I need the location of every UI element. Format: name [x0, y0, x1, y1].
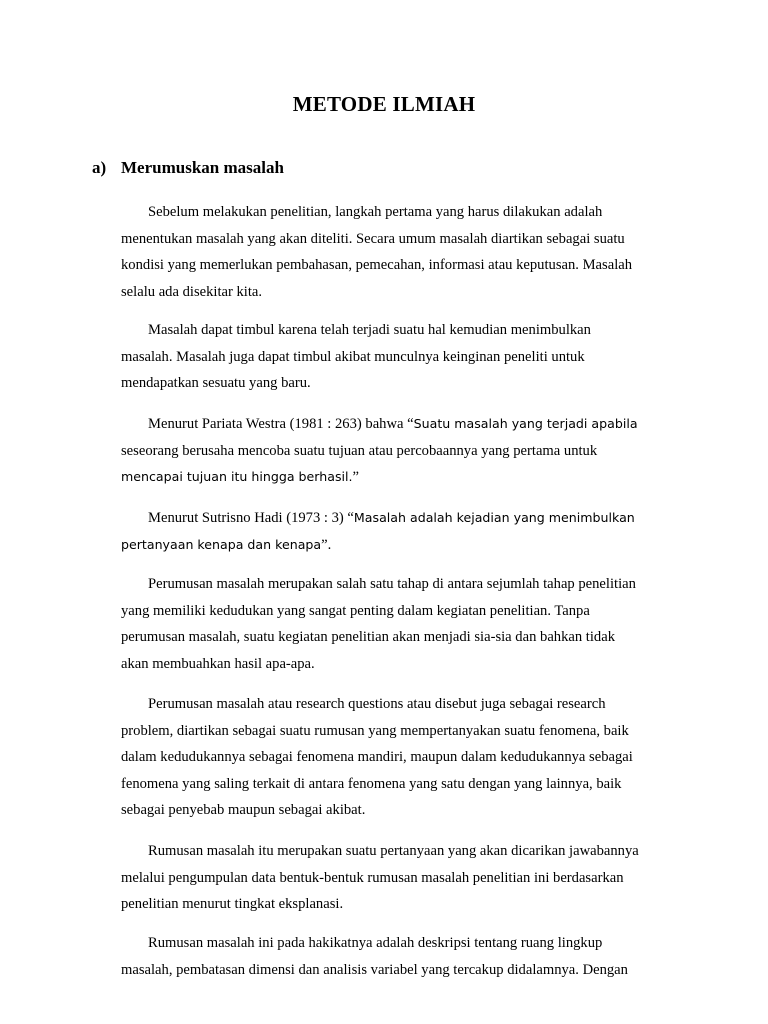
paragraph: [121, 930, 671, 983]
page-title: METODE ILMIAH: [292, 92, 476, 116]
text-line: dalam kedudukannya sebagai fenomena mandiri, maupun dalam kedudukannya sebagai: [121, 749, 633, 765]
text-line: sebagai penyebab maupun sebagai akibat.: [121, 802, 366, 818]
paragraph: [121, 317, 671, 397]
text-run: Menurut Sutrisno Hadi (1973 : 3) “: [148, 510, 354, 526]
text-line: Rumusan masalah itu merupakan suatu pertanyaan yang akan dicarikan jawabannya: [148, 843, 639, 859]
paragraph: [121, 691, 671, 824]
paragraph: [121, 199, 671, 305]
text-line: yang memiliki kedudukan yang sangat penting dalam kegiatan penelitian. Tanpa: [121, 602, 590, 619]
paragraph: [121, 571, 671, 677]
text-line: fenomena yang saling terkait di antara fenomena yang satu dengan yang lainnya, baik: [121, 775, 622, 792]
text-line: masalah. Masalah juga dapat timbul akibat munculnya keinginan peneliti untuk: [121, 348, 585, 365]
text-run: ”.: [321, 536, 332, 553]
text-line: penelitian menurut tingkat eksplanasi.: [121, 896, 344, 912]
text-line: Perumusan masalah merupakan salah satu tahap di antara sejumlah tahap penelitian: [148, 576, 636, 592]
text-line: mendapatkan sesuatu yang baru.: [121, 375, 311, 391]
text-line: Sebelum melakukan penelitian, langkah pertama yang harus dilakukan adalah: [148, 204, 603, 220]
quoted-text: Suatu masalah yang terjadi apabila: [413, 416, 638, 431]
quote-paragraph: [121, 505, 671, 558]
text-line: [121, 438, 671, 465]
text-line: problem, diartikan sebagai suatu rumusan yang mempertanyakan suatu fenomena, baik: [121, 722, 629, 739]
text-run: Menurut Pariata Westra (1981 : 263) bahwa “: [148, 416, 414, 432]
text-line: [121, 505, 671, 532]
text-line: [121, 532, 671, 559]
text-line: Masalah dapat timbul karena telah terjadi suatu hal kemudian menimbulkan: [148, 322, 591, 338]
text-line: selalu ada disekitar kita.: [121, 283, 263, 300]
text-line: melalui pengumpulan data bentuk-bentuk rumusan masalah penelitian ini berdasarkan: [121, 869, 624, 886]
paragraph: [121, 838, 671, 918]
text-line: perumusan masalah, suatu kegiatan penelitian akan menjadi sia-sia dan bahkan tidak: [121, 629, 615, 645]
text-line: [121, 464, 671, 491]
text-line: masalah, pembatasan dimensi dan analisis variabel yang tercakup didalamnya. Dengan: [121, 961, 628, 978]
quote-paragraph: [121, 411, 671, 491]
quoted-text: pertanyaan kenapa dan kenapa: [121, 536, 322, 552]
text-run: ”: [352, 469, 359, 485]
text-line: akan membuahkan hasil apa-apa.: [121, 655, 315, 672]
text-line: kondisi yang memerlukan pembahasan, pemecahan, informasi atau keputusan. Masalah: [121, 257, 633, 273]
text-run: seseorang berusaha mencoba suatu tujuan atau percobaannya yang pertama untuk: [121, 442, 598, 459]
text-line: Perumusan masalah atau research questions atau disebut juga sebagai research: [148, 696, 606, 712]
section-number: a): [92, 158, 107, 177]
text-line: Rumusan masalah ini pada hakikatnya adalah deskripsi tentang ruang lingkup: [148, 935, 603, 951]
quoted-text: mencapai tujuan itu hingga berhasil.: [121, 469, 353, 484]
section-heading: [92, 158, 284, 178]
text-line: [121, 411, 671, 438]
section-title: Merumuskan masalah: [121, 158, 284, 177]
quoted-text: Masalah adalah kejadian yang menimbulkan: [353, 510, 635, 525]
text-line: menentukan masalah yang akan diteliti. Secara umum masalah diartikan sebagai suatu: [121, 230, 625, 247]
